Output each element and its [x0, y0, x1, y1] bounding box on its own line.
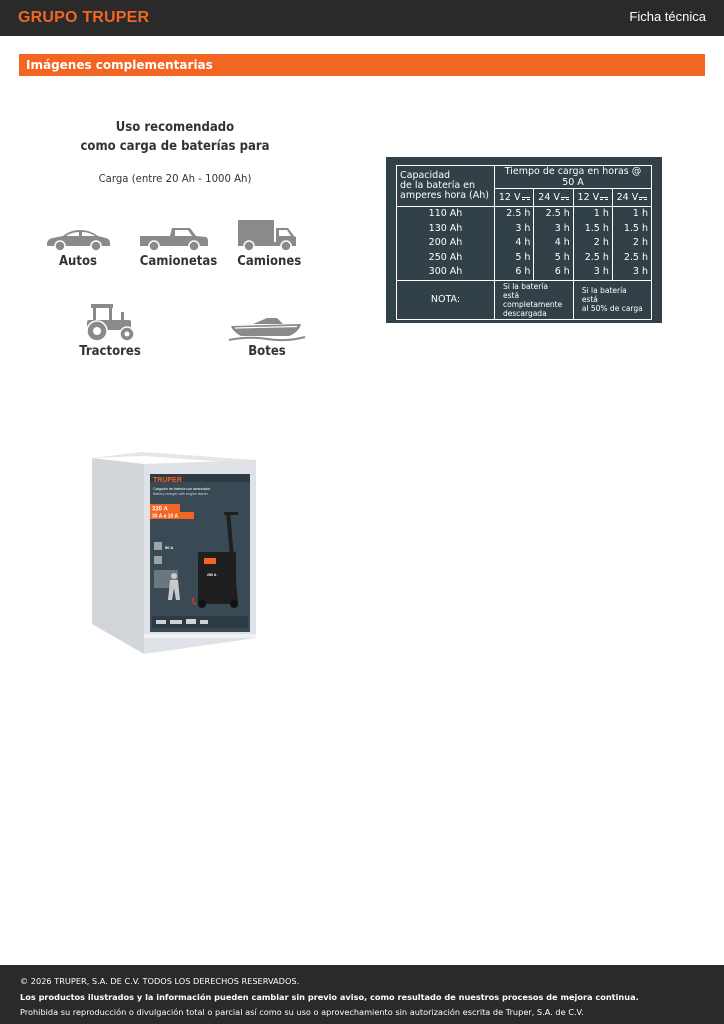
voltage-label: 24 V	[616, 192, 639, 203]
box-name-es: Cargador de batería con arrancador	[153, 487, 211, 491]
voltage-header	[573, 189, 612, 207]
product-box-illustration	[90, 452, 258, 654]
time-value: 2.5 h	[506, 208, 531, 219]
tractor-icon	[81, 302, 139, 342]
box-name-en: Battery charger with engine starter	[153, 492, 208, 496]
product-box-image	[90, 452, 258, 654]
vehicle-camionetas	[136, 224, 218, 269]
vehicle-label: Camiones	[237, 254, 302, 269]
time-value: 6 h	[515, 266, 531, 277]
voltage-header	[612, 189, 651, 207]
time-value: 2.5 h	[623, 251, 648, 263]
usage-title	[45, 118, 306, 156]
time-value: 4 h	[515, 237, 531, 248]
footer-notice: Los productos ilustrados y la información pueden cambiar sin previo aviso, como resultado de nuestros procesos de mejora continua.	[20, 991, 639, 1002]
section-title: Imágenes complementarias	[26, 58, 213, 72]
capacity-header-line: Capacidad	[400, 170, 451, 181]
note-row	[397, 280, 652, 319]
document-type: Ficha técnica	[629, 9, 706, 24]
vehicle-autos	[42, 226, 114, 269]
time-value: 5 h	[515, 251, 531, 263]
voltage-header	[495, 189, 534, 207]
time-value: 3 h	[515, 222, 531, 234]
vehicle-label: Camionetas	[139, 254, 218, 269]
vehicle-camiones	[234, 218, 300, 269]
time-column	[534, 207, 573, 281]
time-value: 2.5 h	[545, 208, 570, 219]
time-column	[612, 207, 651, 281]
dc-symbol-icon	[561, 196, 569, 200]
voltage-label: 24 V	[538, 192, 560, 203]
capacity-value: 250 Ah	[428, 251, 463, 263]
time-value: 4 h	[554, 237, 570, 248]
vehicle-botes	[226, 316, 308, 359]
vehicle-label: Autos	[59, 254, 97, 269]
dc-symbol-icon	[639, 196, 647, 200]
time-column	[573, 207, 612, 281]
time-header: Tiempo de carga en horas @ 50 A	[495, 166, 652, 189]
usage-subtitle: Carga (entre 20 Ah - 1000 Ah)	[98, 172, 252, 185]
time-value: 2.5 h	[584, 251, 609, 263]
time-column	[495, 207, 534, 281]
time-value: 5 h	[554, 251, 570, 263]
truck-icon	[236, 218, 298, 252]
dc-symbol-icon	[522, 196, 530, 200]
table-body-row	[397, 207, 652, 281]
note-line: al 50% de carga	[581, 304, 643, 313]
capacity-value: 130 Ah	[428, 222, 463, 234]
usage-title-line2: como carga de baterías para	[80, 139, 270, 154]
time-value: 3 h	[554, 222, 570, 234]
charge-time-table	[386, 157, 662, 323]
box-brand: TRUPER	[153, 477, 182, 484]
charge-table	[396, 165, 652, 320]
vehicle-label: Tractores	[79, 344, 141, 359]
vehicle-label: Botes	[248, 344, 286, 359]
section-header	[19, 54, 705, 76]
capacity-header	[397, 166, 495, 207]
capacity-header-line: amperes hora (Ah)	[400, 190, 489, 201]
dc-symbol-icon	[600, 196, 608, 200]
capacity-column	[397, 207, 495, 281]
capacity-value: 300 Ah	[428, 266, 463, 277]
usage-title-line1: Uso recomendado	[115, 120, 235, 135]
page-footer	[0, 965, 724, 1024]
footer-prohibition: Prohibida su reproducción o divulgación total o parcial así como su uso o aprovechamiento sin autorización escrita de Truper, S.A. de C.V.	[20, 1007, 584, 1017]
note-line: completamente	[503, 299, 563, 309]
time-value: 3 h	[632, 266, 648, 277]
vehicle-tractores	[74, 302, 146, 359]
time-value: 1 h	[632, 208, 648, 219]
time-value: 2 h	[593, 237, 609, 248]
time-value: 1.5 h	[623, 222, 648, 234]
capacity-value: 110 Ah	[428, 208, 463, 219]
box-rating-amp: 50 A	[165, 545, 174, 550]
time-value: 2 h	[632, 237, 648, 248]
note-full-discharge	[495, 280, 574, 319]
box-display: 250 A	[207, 573, 217, 577]
box-rating-main: 320 A	[152, 506, 168, 513]
footer-copyright: © 2026 TRUPER, S.A. DE C.V. TODOS LOS DERECHOS RESERVADOS.	[20, 976, 300, 986]
boat-icon	[227, 316, 307, 342]
pickup-truck-icon	[138, 224, 210, 252]
time-value: 1.5 h	[584, 222, 609, 234]
time-value: 1 h	[593, 208, 609, 219]
time-value: 3 h	[593, 266, 609, 277]
note-label: NOTA:	[397, 280, 495, 319]
capacity-header-line: de la batería en	[400, 180, 476, 191]
note-line: descargada	[503, 308, 547, 318]
time-value: 6 h	[554, 266, 570, 277]
note-line: Si la batería está	[581, 286, 627, 304]
box-rating-sub: 30 A a 10 A	[152, 513, 179, 520]
voltage-label: 12 V	[498, 192, 521, 203]
capacity-value: 200 Ah	[428, 237, 463, 248]
note-half-charge	[573, 280, 651, 319]
brand-logo: GRUPO TRUPER	[18, 9, 150, 26]
car-icon	[44, 226, 112, 252]
voltage-header	[534, 189, 573, 207]
voltage-label: 12 V	[577, 192, 600, 203]
page-header	[0, 0, 724, 36]
recommended-use-graphic	[30, 110, 330, 370]
note-line: Si la batería está	[503, 281, 548, 300]
